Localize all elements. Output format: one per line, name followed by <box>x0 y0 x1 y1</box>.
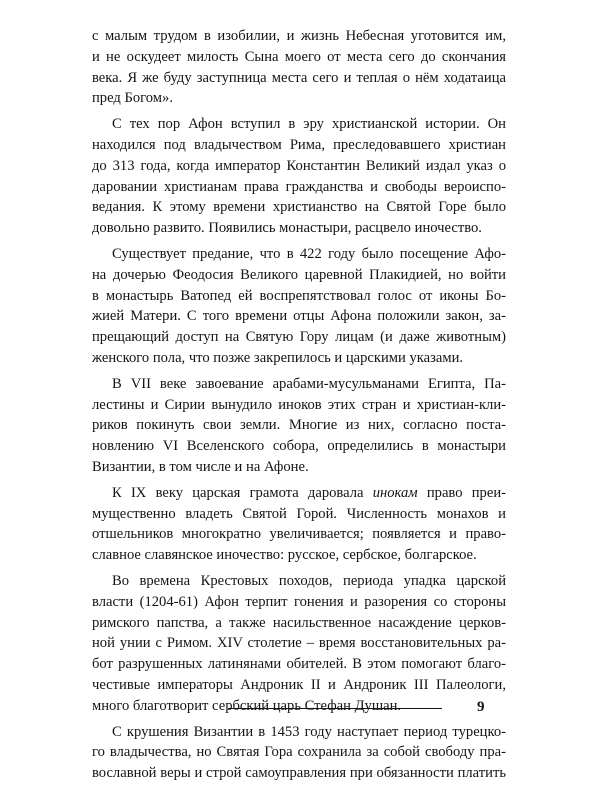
emphasized-word: инокам <box>372 484 418 501</box>
text-line <box>92 483 506 504</box>
text-line: С крушения Византии в 1453 году наступает период турецко- <box>112 723 506 740</box>
text-line: до 313 года, когда император Константин Великий издал указ о <box>92 157 506 174</box>
text-line: мущественно владеть Святой Горой. Численность монахов и <box>92 505 506 522</box>
body-text <box>92 26 506 789</box>
text-line: с малым трудом в изобилии, и жизнь Небесная уготовится им, <box>92 28 506 44</box>
text-line: бот разрушенных латинянами обителей. В этом помогают благо- <box>92 656 506 673</box>
text-line: века. Я же буду заступница места сего и теплая о нём ходатаица <box>92 69 506 86</box>
paragraph-5 <box>92 483 506 566</box>
text-line: Существует предание, что в 422 году было посещение Афо- <box>112 245 506 262</box>
page-number: 9 <box>477 699 485 715</box>
paragraph-3 <box>92 244 506 369</box>
text-line: много благотворит сербский царь Стефан Душан. <box>92 697 402 714</box>
text-line: честивые императоры Андроник II и Андроник III Палеологи, <box>92 676 506 693</box>
text-line: славное славянское иночество: русское, сербское, болгарское. <box>92 547 477 564</box>
text-run: право преи- <box>426 484 506 501</box>
text-line: отшельников многократно увеличивается; появляется и право- <box>92 526 506 543</box>
text-line: прещающий доступ на Святую Гору лицам (и даже животным) <box>92 329 506 346</box>
text-line: находился под владычеством Рима, преследовавшего христиан <box>92 136 506 153</box>
text-line: Во времена Крестовых походов, периода упадка царской <box>112 572 506 589</box>
text-line: ной унии с Римом. XIV столетие – время восстановительных ра- <box>92 635 506 652</box>
footer-rule <box>228 708 442 709</box>
text-line: римского папства, а также насильственное насаждение церков- <box>92 614 506 631</box>
text-line: новлению VI Вселенского собора, определились в монастыри <box>92 438 506 455</box>
text-line: В VII веке завоевание арабами-мусульманами Египта, Па- <box>112 375 506 392</box>
text-line: власти (1204-61) Афон терпит гонения и разорения со стороны <box>92 593 506 610</box>
text-line: на дочерью Феодосия Великого царевной Плакидией, но войти <box>92 266 506 283</box>
text-line: в монастырь Ватопед ей воспрепятствовал голос от иконы Бо- <box>92 287 506 304</box>
text-line: довольно развито. Появились монастыри, расцвело иночество. <box>92 220 482 237</box>
text-line: и не оскудеет милость Сына моего от места сего до скончания <box>92 48 506 65</box>
text-line: даровании христианам права гражданства и свободы вероиспо- <box>92 178 506 195</box>
text-line: ведания. К этому времени христианство на Святой Горе было <box>92 199 506 216</box>
text-run: К IX веку царская грамота даровала <box>112 484 364 501</box>
text-line: Византии, в том числе и на Афоне. <box>92 458 309 475</box>
paragraph-4 <box>92 374 506 478</box>
paragraph-7 <box>92 722 506 784</box>
text-line: С тех пор Афон вступил в эру христианской истории. Он <box>112 116 506 133</box>
text-line: женского пола, что позже закрепилось и царскими указами. <box>92 349 464 366</box>
text-line: жией Матери. С того времени отцы Афона положили закон, за- <box>92 308 506 325</box>
text-line: лестины и Сирии вынудило иноков этих стран и христиан-кли- <box>92 396 506 413</box>
text-line: пред Богом». <box>92 90 173 107</box>
paragraph-6 <box>92 571 506 717</box>
text-line: риков покинуть свои земли. Многие из них, согласно поста- <box>92 417 506 434</box>
text-line: вославной веры и строй самоуправления при обязанности платить <box>92 765 506 782</box>
text-line: го владычества, но Святая Гора сохранила за собой свободу пра- <box>92 744 506 761</box>
paragraph-2 <box>92 114 506 239</box>
paragraph-1 <box>92 26 506 109</box>
